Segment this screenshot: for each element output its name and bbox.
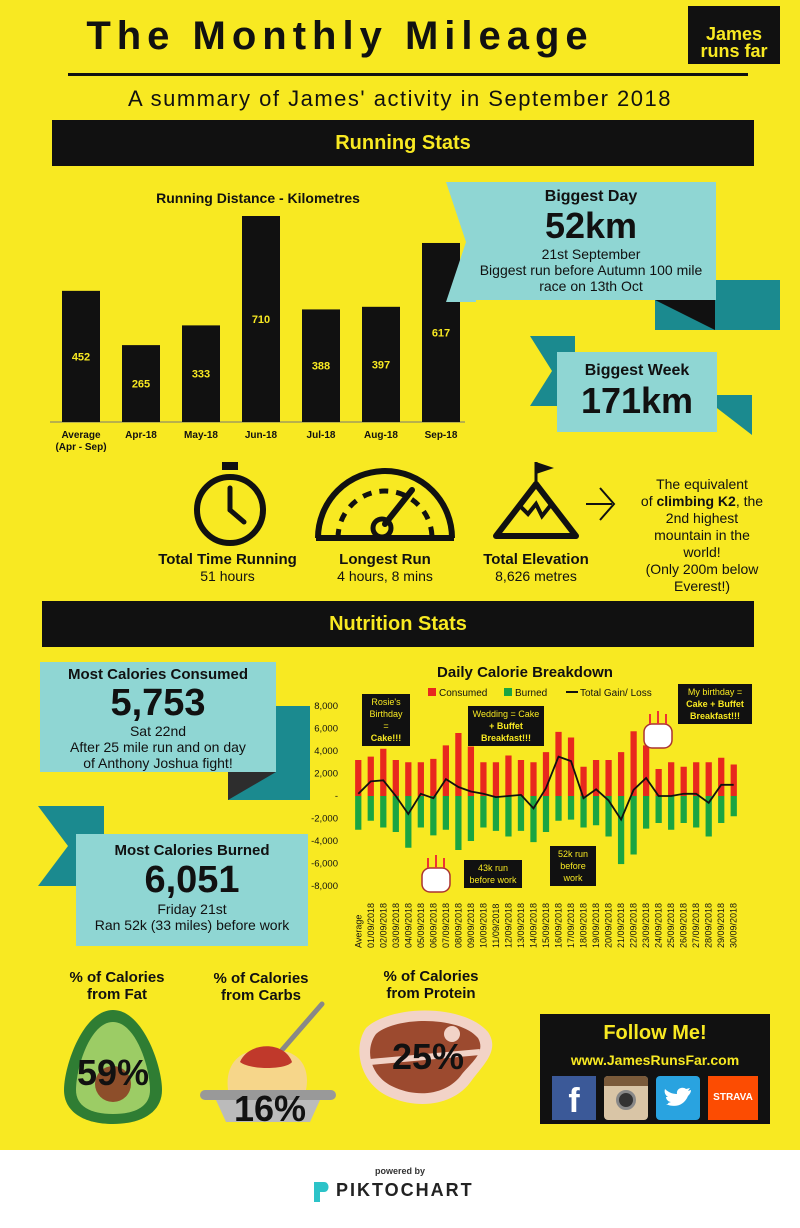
speedometer-icon — [310, 462, 460, 542]
x-tick-label: 03/09/2018 — [390, 902, 401, 948]
k2-line5: world! — [683, 544, 721, 560]
x-tick-label: 07/09/2018 — [440, 902, 451, 948]
x-tick-label: 21/09/2018 — [616, 902, 627, 948]
most-burned-value: 6,051 — [144, 859, 240, 901]
burned-bar — [568, 796, 574, 820]
k2-line7: Everest!) — [673, 578, 730, 594]
logo[interactable] — [688, 6, 780, 64]
data-label: 265 — [131, 378, 151, 391]
note-rosie-birthday — [362, 694, 410, 746]
fat-label-2: from Fat — [87, 986, 147, 1003]
consumed-bar — [393, 760, 399, 796]
k2-line2-b: climbing K2 — [656, 493, 736, 509]
burned-bar — [393, 796, 399, 832]
burned-bar — [630, 796, 636, 855]
note-52k-2: before — [560, 861, 586, 871]
instagram-icon[interactable] — [604, 1076, 648, 1120]
x-tick-label: 15/09/2018 — [541, 902, 551, 948]
carbs-label-1: % of Calories — [213, 970, 309, 987]
y-tick-label: 4,000 — [314, 746, 338, 757]
note-43k-2: before work — [469, 875, 517, 885]
note-birthday-1: My birthday = — [687, 687, 743, 697]
k2-line2-c: , the — [735, 493, 764, 509]
mountain-flag-icon — [492, 460, 582, 540]
total-time-value: 51 hours — [200, 568, 255, 584]
x-tick-label: 12/09/2018 — [503, 902, 514, 948]
k2-line2-a: of — [640, 493, 657, 509]
k2-equivalent — [622, 476, 782, 595]
x-tick-label: 27/09/2018 — [691, 902, 702, 948]
burned-bar — [380, 796, 386, 828]
follow-panel — [540, 1014, 770, 1124]
burned-bar — [480, 796, 486, 828]
x-tick-label: 29/09/2018 — [716, 902, 727, 948]
consumed-bar — [718, 758, 724, 796]
data-label: 388 — [311, 360, 331, 373]
burned-bar — [656, 796, 662, 823]
x-tick-label: 11/09/2018 — [490, 903, 501, 948]
biggest-week-value: 171km — [580, 380, 694, 421]
burned-bar — [505, 796, 511, 837]
burned-bar — [430, 796, 436, 835]
burned-bar — [418, 796, 424, 828]
strava-icon[interactable]: STRAVA — [708, 1076, 758, 1120]
most-consumed-value: 5,753 — [110, 682, 206, 724]
distance-chart-title: Running Distance - Kilometres — [156, 190, 360, 206]
data-label: 617 — [431, 327, 451, 340]
note-43k-run — [464, 860, 522, 888]
x-tick-label: 10/09/2018 — [478, 902, 489, 948]
logo-line2: runs far — [700, 41, 768, 61]
consumed-bar — [430, 759, 436, 796]
biggest-week-label: Biggest Week — [584, 362, 690, 379]
note-rosie-2: Birthday = — [369, 709, 403, 731]
note-wedding-1: Wedding = Cake — [472, 709, 540, 719]
consumed-bar — [405, 762, 411, 796]
burned-bar — [731, 796, 737, 816]
footer — [0, 1150, 800, 1228]
longest-run-value: 4 hours, 8 mins — [337, 568, 433, 584]
biggest-day-value: 52km — [544, 205, 638, 246]
protein-label-1: % of Calories — [383, 968, 479, 985]
y-tick-label: - — [334, 791, 338, 802]
follow-title: Follow Me! — [603, 1022, 707, 1044]
protein-label-2: from Protein — [386, 985, 476, 1002]
burned-bar — [455, 796, 461, 850]
consumed-bar — [605, 760, 611, 796]
fat-label — [42, 969, 192, 1003]
most-burned-card — [76, 834, 308, 946]
x-tick-label: 28/09/2018 — [703, 902, 714, 948]
consumed-bar — [368, 757, 374, 796]
logo-line1: James — [705, 24, 763, 44]
burned-bar — [518, 796, 524, 831]
consumed-bar — [668, 762, 674, 796]
protein-percent: 25% — [391, 1036, 465, 1077]
twitter-icon[interactable] — [656, 1076, 700, 1120]
consumed-bar — [630, 731, 636, 796]
piktochart-brand[interactable]: PIKTOCHART — [336, 1180, 474, 1200]
k2-line4: mountain in the — [654, 527, 750, 543]
most-consumed-note1: After 25 mile run and on day — [70, 739, 246, 755]
x-tick-label: 20/09/2018 — [603, 902, 614, 948]
tick-label: Aug-18 — [364, 430, 398, 441]
biggest-day-date: 21st September — [541, 246, 641, 262]
note-43k-1: 43k run — [477, 863, 509, 873]
most-consumed-card — [40, 662, 276, 772]
carbs-label-2: from Carbs — [220, 987, 302, 1004]
consumed-bar — [380, 749, 386, 796]
tick-label: Jun-18 — [244, 430, 278, 441]
burned-bar — [580, 796, 586, 828]
x-tick-label: 22/09/2018 — [628, 902, 639, 948]
burned-bar — [618, 796, 624, 864]
powered-by-label: powered by — [374, 1166, 425, 1176]
x-tick-label: 26/09/2018 — [678, 902, 689, 948]
cake-icon — [418, 852, 454, 896]
note-52k-run — [550, 846, 596, 886]
note-wedding-3: Breakfast!!! — [480, 733, 531, 743]
legend-label: Consumed — [439, 688, 488, 699]
x-tick-label: 02/09/2018 — [378, 902, 389, 948]
tick-label: (Apr - Sep) — [55, 442, 107, 453]
y-tick-label: -8,000 — [311, 881, 338, 892]
x-tick-label: 18/09/2018 — [578, 902, 589, 948]
consumed-bar — [618, 752, 624, 796]
title-rule — [68, 73, 748, 76]
data-label: 710 — [251, 314, 271, 326]
burned-bar — [693, 796, 699, 828]
consumed-bar — [693, 762, 699, 796]
most-burned-label: Most Calories Burned — [114, 842, 270, 859]
burned-bar — [405, 796, 411, 848]
consumed-bar — [706, 762, 712, 796]
burned-bar — [681, 796, 687, 823]
consumed-bar — [643, 745, 649, 796]
k2-line1: The equivalent — [656, 476, 748, 492]
y-tick-label: -2,000 — [311, 813, 338, 825]
k2-line6: (Only 200m below — [645, 561, 759, 577]
consumed-bar — [681, 767, 687, 796]
y-tick-label: -4,000 — [311, 836, 338, 847]
burned-bar — [718, 796, 724, 823]
x-tick-label: 16/09/2018 — [553, 902, 564, 948]
burned-bar — [368, 796, 374, 821]
x-tick-label: 17/09/2018 — [566, 902, 577, 948]
legend-swatch — [504, 688, 512, 696]
x-tick-label: 04/09/2018 — [403, 902, 414, 948]
consumed-bar — [443, 745, 449, 796]
note-wedding — [468, 706, 544, 746]
burned-bar — [443, 796, 449, 830]
tick-label: Average — [61, 430, 101, 441]
x-tick-label: 13/09/2018 — [515, 902, 526, 948]
x-tick-label: 19/09/2018 — [591, 902, 602, 948]
note-birthday-3: Breakfast!!! — [689, 711, 740, 721]
consumed-bar — [518, 760, 524, 796]
most-burned-date: Friday 21st — [157, 901, 227, 917]
note-wedding-2: + Buffet — [489, 721, 523, 731]
x-tick-label: 14/09/2018 — [528, 902, 539, 948]
note-rosie-3: Cake!!! — [370, 733, 402, 743]
consumed-bar — [418, 762, 424, 796]
biggest-day-card — [466, 182, 716, 300]
y-tick-label: -6,000 — [311, 858, 338, 870]
carbs-label — [186, 970, 336, 1004]
consumed-bar — [530, 762, 536, 796]
most-consumed-note2: of Anthony Joshua fight! — [83, 755, 233, 771]
burned-bar — [355, 796, 361, 830]
tick-label: Sep-18 — [424, 430, 458, 441]
x-tick-label: 05/09/2018 — [415, 902, 426, 948]
follow-url[interactable]: www.JamesRunsFar.com — [570, 1052, 740, 1068]
total-time-label: Total Time Running — [158, 551, 297, 568]
distance-chart — [40, 210, 470, 460]
biggest-day-label: Biggest Day — [544, 188, 638, 205]
biggest-day-note: Biggest run before Autumn 100 mile race on 13th Oct — [479, 262, 703, 294]
k2-line2 — [622, 493, 782, 510]
x-tick-label: 09/09/2018 — [465, 902, 476, 948]
tick-label: Jul-18 — [306, 430, 336, 441]
y-tick-label: 2,000 — [314, 768, 338, 780]
cake-icon — [640, 708, 676, 752]
total-elevation-label: Total Elevation — [483, 551, 589, 568]
tick-label: May-18 — [184, 430, 218, 441]
x-tick-label: 30/09/2018 — [728, 902, 739, 948]
y-tick-label: 6,000 — [314, 723, 338, 735]
note-52k-1: 52k run — [557, 849, 589, 859]
burned-bar — [643, 796, 649, 829]
k2-line3: 2nd highest — [665, 510, 739, 526]
legend-label: Burned — [515, 688, 548, 699]
nutrition-stats-band: Nutrition Stats — [42, 601, 754, 647]
x-tick-label: 25/09/2018 — [666, 902, 677, 948]
calorie-chart-title: Daily Calorie Breakdown — [437, 664, 613, 681]
biggest-week-card — [557, 352, 717, 432]
fat-percent: 59% — [76, 1052, 150, 1093]
y-tick-label: 8,000 — [314, 701, 338, 712]
x-tick-label: 23/09/2018 — [641, 902, 652, 948]
x-tick-label: 06/09/2018 — [428, 902, 439, 948]
consumed-bar — [480, 762, 486, 796]
burned-bar — [555, 796, 561, 821]
most-consumed-date: Sat 22nd — [129, 723, 187, 739]
most-consumed-label: Most Calories Consumed — [67, 666, 249, 683]
running-stats-band: Running Stats — [52, 120, 754, 166]
carbs-percent: 16% — [233, 1088, 307, 1129]
page-title: The Monthly Mileage — [86, 14, 594, 58]
burned-bar — [530, 796, 536, 842]
x-tick-label: Average — [353, 914, 364, 948]
facebook-icon[interactable]: f — [552, 1076, 596, 1120]
data-label: 397 — [371, 359, 391, 372]
burned-bar — [593, 796, 599, 825]
consumed-bar — [468, 747, 474, 797]
fat-label-1: % of Calories — [69, 969, 165, 986]
x-tick-label: 24/09/2018 — [653, 902, 664, 948]
protein-label — [356, 968, 506, 1002]
stopwatch-icon — [192, 462, 268, 548]
burned-bar — [543, 796, 549, 832]
piktochart-logo-icon — [312, 1180, 332, 1204]
tick-label: Apr-18 — [125, 430, 157, 441]
consumed-bar — [493, 762, 499, 796]
arrow-right-icon — [584, 484, 618, 524]
data-label: 333 — [191, 368, 211, 381]
note-my-birthday — [678, 684, 752, 724]
x-tick-label: 01/09/2018 — [365, 902, 376, 948]
consumed-bar — [731, 765, 737, 797]
burned-bar — [668, 796, 674, 830]
page-subtitle: A summary of James' activity in September 2018 — [128, 86, 672, 111]
longest-run-label: Longest Run — [339, 551, 431, 568]
data-label: 452 — [71, 351, 91, 364]
burned-bar — [493, 796, 499, 831]
burned-bar — [468, 796, 474, 841]
note-rosie-1: Rosie's — [371, 697, 401, 707]
note-52k-3: work — [563, 873, 583, 883]
note-birthday-2: Cake + Buffet — [686, 699, 744, 709]
legend-label: Total Gain/ Loss — [580, 688, 652, 699]
x-tick-label: 08/09/2018 — [453, 902, 464, 948]
total-elevation-value: 8,626 metres — [495, 568, 577, 584]
legend-swatch — [428, 688, 436, 696]
most-burned-note: Ran 52k (33 miles) before work — [94, 917, 290, 933]
consumed-bar — [505, 756, 511, 797]
